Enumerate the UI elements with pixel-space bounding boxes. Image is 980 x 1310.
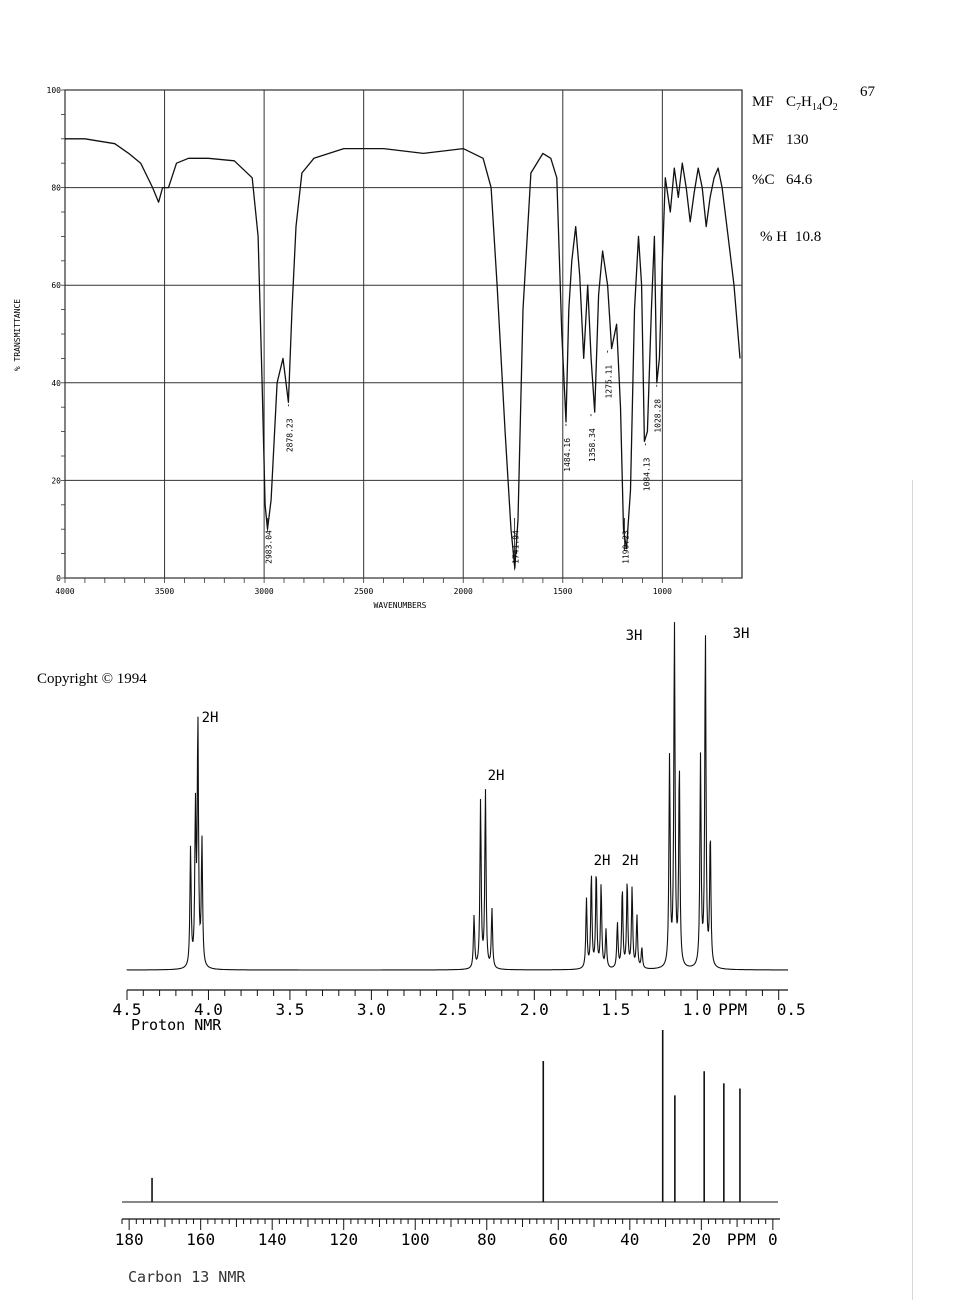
ir-x-tick-label: 4000 — [55, 587, 75, 596]
carbon-x-tick-label: 180 — [114, 1230, 144, 1249]
carbon-x-tick-label: 40 — [620, 1230, 640, 1249]
mw-value: 130 — [786, 132, 809, 148]
page-number: 67 — [860, 84, 875, 100]
proton-nmr-title: Proton NMR — [131, 1016, 222, 1034]
proton-x-tick-label: 1.5 — [601, 1000, 631, 1019]
carbon-x-tick-label: 100 — [400, 1230, 430, 1249]
ir-x-tick-label: 3500 — [154, 587, 175, 596]
ir-y-tick-label: 0 — [56, 574, 61, 583]
ir-peak-label: 1741.94 — [511, 530, 521, 564]
proton-x-tick-label: 4.5 — [112, 1000, 142, 1019]
proton-x-tick-label: 0.5 — [776, 1000, 806, 1019]
proton-x-tick-label: 4.0 — [194, 1000, 223, 1019]
proton-x-unit-label: PPM — [718, 1000, 748, 1019]
carbon-percent-value: 64.6 — [786, 172, 813, 188]
hydrogen-percent-label: % H — [760, 229, 788, 245]
ir-peak-label: 1484.16 — [562, 437, 572, 472]
ir-peak-label: 1190.23 — [621, 530, 631, 564]
ir-y-axis-title: % TRANSMITTANCE — [13, 298, 22, 372]
proton-integration-label: 2H — [487, 768, 505, 784]
ir-peak-label: 1028.28 — [653, 398, 663, 433]
ir-peak-label: 2983.04 — [264, 530, 274, 564]
carbon-x-tick-label: 120 — [329, 1230, 359, 1249]
proton-integration-label: 3H — [732, 626, 750, 642]
ir-peak-label: 1358.34 — [588, 428, 598, 462]
carbon-x-tick-label: 80 — [477, 1230, 497, 1249]
mf-formula-value: $C_7H_{14}O_2$ — [786, 94, 838, 113]
proton-x-tick-label: 3.5 — [275, 1000, 305, 1019]
ir-x-tick-label: 1500 — [553, 587, 573, 596]
ir-x-tick-label: 1000 — [652, 587, 672, 596]
proton-x-tick-label: 1.0 — [682, 1000, 712, 1019]
mw-label: MF — [752, 132, 774, 148]
hydrogen-percent-value: 10.8 — [795, 229, 822, 245]
proton-nmr-chart — [113, 622, 806, 1034]
ir-y-tick-label: 60 — [51, 281, 61, 291]
ir-transmittance-trace — [65, 139, 740, 568]
proton-integration-label: 2H — [593, 853, 611, 869]
ir-x-tick-label: 2000 — [453, 587, 473, 596]
ir-y-tick-label: 20 — [51, 476, 61, 486]
ir-plot-frame — [65, 90, 742, 578]
ir-x-tick-label: 2500 — [354, 587, 374, 596]
ir-x-tick-label: 3000 — [254, 587, 274, 596]
ir-peak-label: 1084.13 — [642, 457, 652, 492]
carbon-nmr-title: Carbon 13 NMR — [128, 1268, 246, 1286]
ir-peak-label: 1275.11 — [604, 364, 614, 399]
carbon-x-tick-label: 0 — [768, 1230, 778, 1249]
mf-formula-label: MF — [752, 94, 774, 110]
copyright-notice: Copyright © 1994 — [37, 671, 147, 687]
proton-integration-label: 3H — [625, 628, 643, 644]
proton-x-tick-label: 2.0 — [519, 1000, 549, 1019]
carbon-x-tick-label: 140 — [257, 1230, 287, 1249]
ir-y-tick-label: 100 — [46, 86, 61, 95]
proton-integration-label: 2H — [621, 853, 639, 869]
formula-info-panel — [752, 84, 876, 245]
carbon-x-tick-label: 60 — [548, 1230, 568, 1249]
proton-x-tick-label: 2.5 — [438, 1000, 468, 1019]
proton-x-tick-label: 3.0 — [356, 1000, 386, 1019]
carbon-x-unit-label: PPM — [726, 1230, 756, 1249]
carbon-percent-label: %C — [752, 172, 775, 188]
carbon-x-tick-label: 20 — [691, 1230, 711, 1249]
proton-integration-label: 2H — [201, 710, 219, 726]
carbon13-nmr-chart — [115, 1030, 780, 1286]
ir-peak-label: 2878.23 — [285, 418, 295, 453]
ir-y-tick-label: 80 — [51, 183, 61, 193]
ir-spectrum-chart — [13, 86, 742, 610]
ir-x-axis-title: WAVENUMBERS — [373, 601, 427, 610]
ir-y-tick-label: 40 — [51, 378, 61, 388]
carbon-x-tick-label: 160 — [186, 1230, 216, 1249]
proton-nmr-trace — [127, 622, 788, 970]
